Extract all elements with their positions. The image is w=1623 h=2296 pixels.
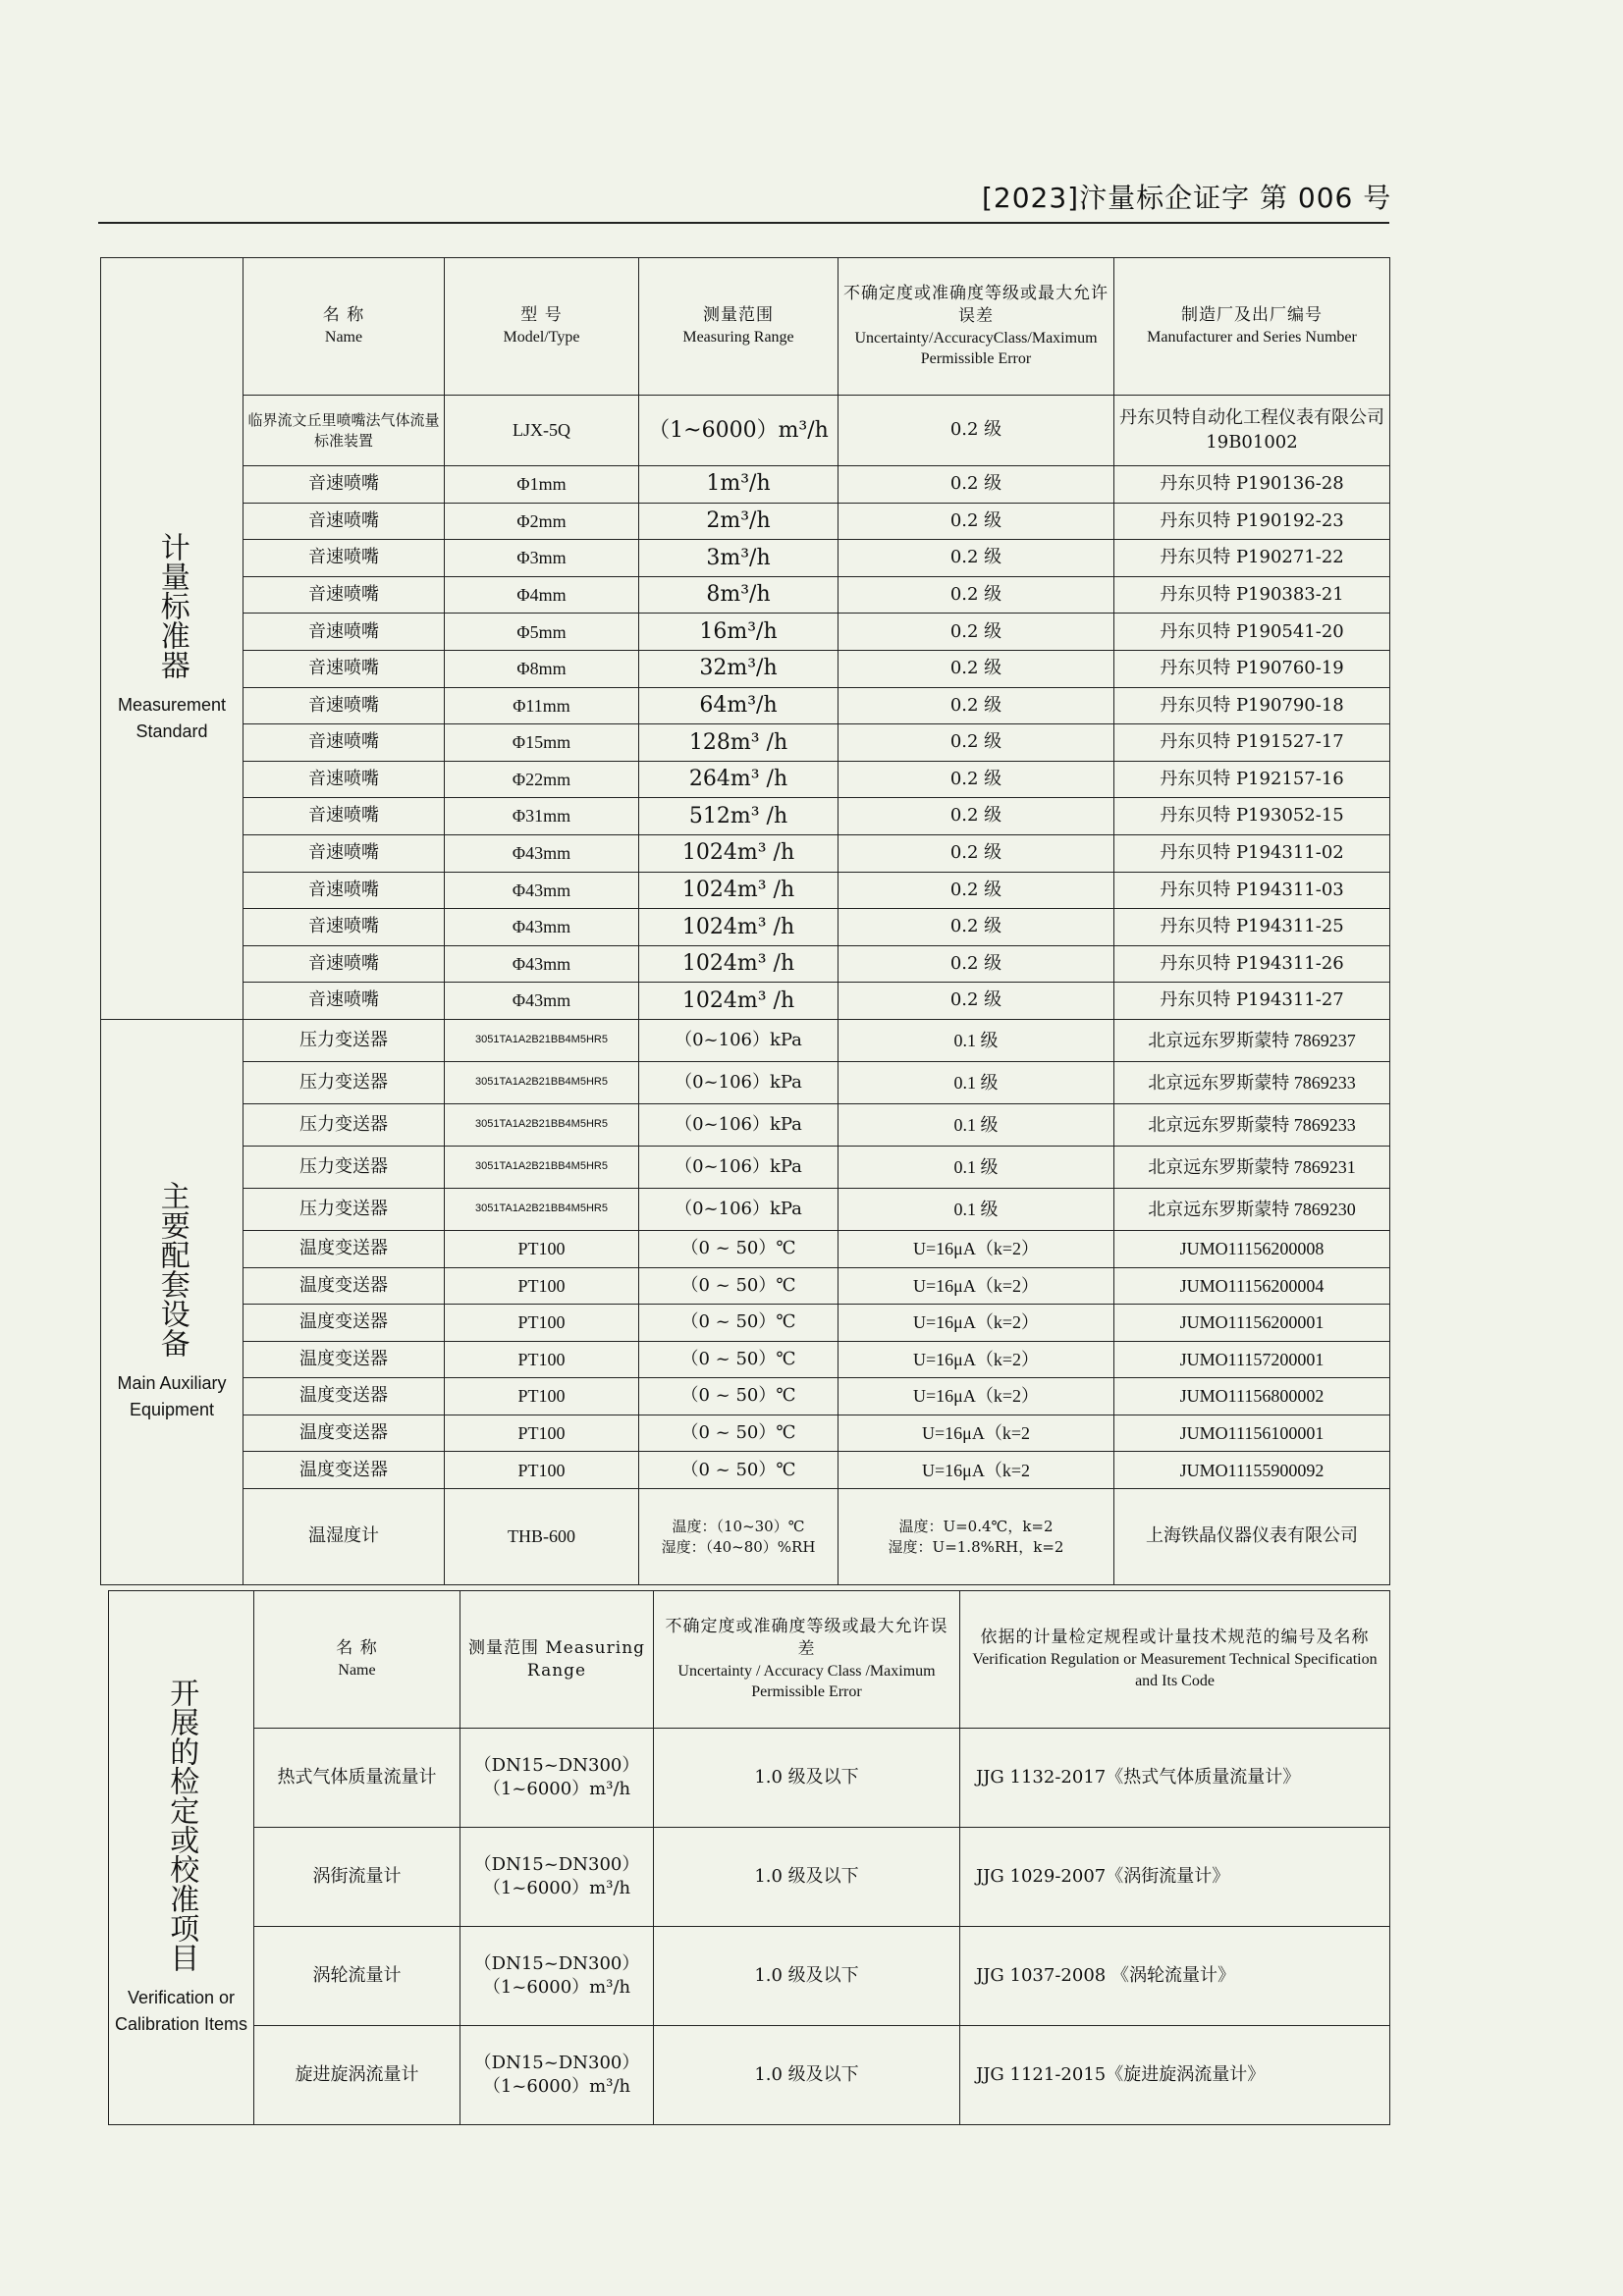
standard-uncertainty: 0.2 级 [839, 834, 1114, 872]
hygrometer-manufacturer: 上海铁晶仪器仪表有限公司 [1114, 1489, 1390, 1585]
standard-uncertainty: 0.2 级 [839, 761, 1114, 798]
auxiliary-row [101, 1146, 1390, 1188]
standard-range: 2m³/h [639, 503, 839, 540]
verification-uncertainty: 1.0 级及以下 [654, 1729, 960, 1828]
standard-manufacturer: 丹东贝特 P190760-19 [1114, 650, 1390, 687]
header-range: 测量范围 Measuring Range [639, 258, 839, 396]
auxiliary-model: PT100 [445, 1305, 639, 1342]
verification-uncertainty: 1.0 级及以下 [654, 1927, 960, 2026]
standard-range: 32m³/h [639, 650, 839, 687]
standard-name: 音速喷嘴 [243, 614, 445, 651]
standard-row [101, 614, 1390, 651]
standard-name: 临界流文丘里喷嘴法气体流量标准装置 [243, 396, 445, 466]
standard-model: LJX-5Q [445, 396, 639, 466]
standard-uncertainty: 0.2 级 [839, 650, 1114, 687]
standard-uncertainty: 0.2 级 [839, 614, 1114, 651]
standard-model: Φ43mm [445, 834, 639, 872]
standard-uncertainty: 0.2 级 [839, 724, 1114, 762]
standard-row [101, 466, 1390, 504]
auxiliary-row [101, 1452, 1390, 1489]
standard-range: 1024m³ /h [639, 872, 839, 909]
auxiliary-row [101, 1019, 1390, 1061]
ver-header-regulation: 依据的计量检定规程或计量技术规范的编号及名称 Verification Regulation or Measurement Technical Specification and Its Code [960, 1591, 1390, 1729]
standard-range: （1~6000）m³/h [639, 396, 839, 466]
standard-model: Φ8mm [445, 650, 639, 687]
auxiliary-manufacturer: 北京远东罗斯蒙特 7869237 [1114, 1019, 1390, 1061]
auxiliary-name: 温度变送器 [243, 1267, 445, 1305]
auxiliary-manufacturer: JUMO11156200001 [1114, 1305, 1390, 1342]
certificate-number: [2023]汴量标企证字 第 006 号 [982, 182, 1392, 214]
header-manufacturer: 制造厂及出厂编号 Manufacturer and Series Number [1114, 258, 1390, 396]
standard-name: 音速喷嘴 [243, 834, 445, 872]
auxiliary-name: 温度变送器 [243, 1415, 445, 1452]
auxiliary-row [101, 1378, 1390, 1415]
hygrometer-model: THB-600 [445, 1489, 639, 1585]
auxiliary-manufacturer: 北京远东罗斯蒙特 7869230 [1114, 1188, 1390, 1230]
auxiliary-range: （0~106）kPa [639, 1019, 839, 1061]
header-uncertainty: 不确定度或准确度等级或最大允许误差 Uncertainty/AccuracyClass/Maximum Permissible Error [839, 258, 1114, 396]
standard-range: 8m³/h [639, 576, 839, 614]
standard-row [101, 983, 1390, 1020]
auxiliary-uncertainty: U=16μA（k=2） [839, 1267, 1114, 1305]
auxiliary-uncertainty: 0.1 级 [839, 1146, 1114, 1188]
auxiliary-row [101, 1103, 1390, 1146]
standard-range: 128m³ /h [639, 724, 839, 762]
auxiliary-row [101, 1305, 1390, 1342]
auxiliary-name: 压力变送器 [243, 1061, 445, 1103]
verification-header-row [109, 1591, 1390, 1729]
verification-regulation: JJG 1037-2008 《涡轮流量计》 [960, 1927, 1390, 2026]
standard-range: 64m³/h [639, 687, 839, 724]
verification-range: （DN15~DN300） （1~6000）m³/h [460, 2026, 654, 2125]
auxiliary-range: （0~106）kPa [639, 1188, 839, 1230]
auxiliary-uncertainty: U=16μA（k=2 [839, 1452, 1114, 1489]
auxiliary-uncertainty: U=16μA（k=2） [839, 1230, 1114, 1267]
standard-name: 音速喷嘴 [243, 466, 445, 504]
hygrometer-unc-temp: 温度：U=0.4℃，k=2 [898, 1518, 1054, 1536]
auxiliary-name: 压力变送器 [243, 1146, 445, 1188]
standard-manufacturer: 丹东贝特 P190383-21 [1114, 576, 1390, 614]
auxiliary-range: （0 ~ 50）℃ [639, 1305, 839, 1342]
verification-name: 旋进旋涡流量计 [254, 2026, 460, 2125]
auxiliary-uncertainty: 0.1 级 [839, 1188, 1114, 1230]
auxiliary-model: 3051TA1A2B21BB4M5HR5 [445, 1188, 639, 1230]
auxiliary-name: 温度变送器 [243, 1452, 445, 1489]
hygrometer-unc-humidity: 湿度：U=1.8%RH，k=2 [888, 1537, 1064, 1556]
auxiliary-row [101, 1341, 1390, 1378]
standard-model: Φ22mm [445, 761, 639, 798]
standard-name: 音速喷嘴 [243, 650, 445, 687]
standard-model: Φ11mm [445, 687, 639, 724]
auxiliary-name: 压力变送器 [243, 1103, 445, 1146]
hygrometer-range-humidity: 湿度：（40~80）%RH [661, 1537, 816, 1556]
auxiliary-uncertainty: 0.1 级 [839, 1103, 1114, 1146]
standard-uncertainty: 0.2 级 [839, 872, 1114, 909]
standard-manufacturer: 丹东贝特 P194311-26 [1114, 945, 1390, 983]
standards-header-row [101, 258, 1390, 396]
standard-uncertainty: 0.2 级 [839, 983, 1114, 1020]
hygrometer-range [639, 1489, 839, 1585]
standard-row [101, 834, 1390, 872]
standard-manufacturer: 丹东贝特 P190541-20 [1114, 614, 1390, 651]
auxiliary-uncertainty: U=16μA（k=2） [839, 1378, 1114, 1415]
standard-uncertainty: 0.2 级 [839, 798, 1114, 835]
verification-uncertainty: 1.0 级及以下 [654, 2026, 960, 2125]
auxiliary-model: 3051TA1A2B21BB4M5HR5 [445, 1103, 639, 1146]
auxiliary-manufacturer: JUMO11156200008 [1114, 1230, 1390, 1267]
verification-name: 热式气体质量流量计 [254, 1729, 460, 1828]
auxiliary-row [101, 1188, 1390, 1230]
standard-row [101, 503, 1390, 540]
auxiliary-range: （0 ~ 50）℃ [639, 1415, 839, 1452]
auxiliary-name: 温度变送器 [243, 1378, 445, 1415]
standard-row [101, 650, 1390, 687]
auxiliary-model: 3051TA1A2B21BB4M5HR5 [445, 1146, 639, 1188]
section-main-auxiliary: 主要配套设备 Main Auxiliary Equipment [101, 1019, 243, 1584]
standard-model: Φ3mm [445, 540, 639, 577]
standard-name: 音速喷嘴 [243, 909, 445, 946]
standard-row [101, 761, 1390, 798]
auxiliary-manufacturer: JUMO11156200004 [1114, 1267, 1390, 1305]
auxiliary-name: 温度变送器 [243, 1341, 445, 1378]
standard-name: 音速喷嘴 [243, 945, 445, 983]
auxiliary-name: 压力变送器 [243, 1019, 445, 1061]
standard-row [101, 396, 1390, 466]
ver-header-range: 测量范围 Measuring Range [460, 1591, 654, 1729]
auxiliary-range: （0 ~ 50）℃ [639, 1452, 839, 1489]
standard-row [101, 872, 1390, 909]
standard-model: Φ1mm [445, 466, 639, 504]
standard-uncertainty: 0.2 级 [839, 396, 1114, 466]
verification-regulation: JJG 1029-2007《涡街流量计》 [960, 1828, 1390, 1927]
standard-model: Φ5mm [445, 614, 639, 651]
auxiliary-model: PT100 [445, 1452, 639, 1489]
standard-name: 音速喷嘴 [243, 540, 445, 577]
auxiliary-name: 温度变送器 [243, 1305, 445, 1342]
verification-row [109, 1828, 1390, 1927]
standard-model: Φ43mm [445, 872, 639, 909]
auxiliary-uncertainty: 0.1 级 [839, 1061, 1114, 1103]
verification-row [109, 1729, 1390, 1828]
standard-model: Φ31mm [445, 798, 639, 835]
auxiliary-manufacturer: 北京远东罗斯蒙特 7869233 [1114, 1061, 1390, 1103]
standard-row [101, 909, 1390, 946]
auxiliary-row [101, 1061, 1390, 1103]
standard-manufacturer: 丹东贝特 P194311-25 [1114, 909, 1390, 946]
auxiliary-model: PT100 [445, 1415, 639, 1452]
standard-manufacturer: 丹东贝特 P192157-16 [1114, 761, 1390, 798]
standard-manufacturer: 丹东贝特 P194311-02 [1114, 834, 1390, 872]
standard-name: 音速喷嘴 [243, 503, 445, 540]
standard-row [101, 576, 1390, 614]
standard-uncertainty: 0.2 级 [839, 540, 1114, 577]
standard-manufacturer: 丹东贝特 P194311-27 [1114, 983, 1390, 1020]
standard-range: 1m³/h [639, 466, 839, 504]
hygrometer-uncertainty [839, 1489, 1114, 1585]
standard-manufacturer: 丹东贝特 P191527-17 [1114, 724, 1390, 762]
verification-range: （DN15~DN300） （1~6000）m³/h [460, 1927, 654, 2026]
standard-range: 3m³/h [639, 540, 839, 577]
verification-regulation: JJG 1132-2017《热式气体质量流量计》 [960, 1729, 1390, 1828]
auxiliary-row [101, 1230, 1390, 1267]
standard-uncertainty: 0.2 级 [839, 466, 1114, 504]
standard-name: 音速喷嘴 [243, 687, 445, 724]
section-measurement-standard: 计量标准器 Measurement Standard [101, 258, 243, 1020]
standard-uncertainty: 0.2 级 [839, 576, 1114, 614]
auxiliary-row [101, 1415, 1390, 1452]
auxiliary-uncertainty: U=16μA（k=2） [839, 1341, 1114, 1378]
verification-row [109, 1927, 1390, 2026]
verification-name: 涡轮流量计 [254, 1927, 460, 2026]
standard-model: Φ2mm [445, 503, 639, 540]
standard-uncertainty: 0.2 级 [839, 945, 1114, 983]
standard-uncertainty: 0.2 级 [839, 687, 1114, 724]
standard-range: 1024m³ /h [639, 983, 839, 1020]
standard-name: 音速喷嘴 [243, 872, 445, 909]
standard-row [101, 724, 1390, 762]
standard-range: 16m³/h [639, 614, 839, 651]
standard-name: 音速喷嘴 [243, 576, 445, 614]
auxiliary-range: （0~106）kPa [639, 1103, 839, 1146]
standard-name: 音速喷嘴 [243, 798, 445, 835]
hygrometer-row [101, 1489, 1390, 1585]
verification-range: （DN15~DN300） （1~6000）m³/h [460, 1828, 654, 1927]
auxiliary-range: （0~106）kPa [639, 1146, 839, 1188]
standard-model: Φ43mm [445, 983, 639, 1020]
auxiliary-model: PT100 [445, 1341, 639, 1378]
standard-row [101, 687, 1390, 724]
standard-range: 1024m³ /h [639, 834, 839, 872]
auxiliary-range: （0 ~ 50）℃ [639, 1267, 839, 1305]
standard-name: 音速喷嘴 [243, 724, 445, 762]
standard-manufacturer: 丹东贝特 P190136-28 [1114, 466, 1390, 504]
standard-range: 1024m³ /h [639, 909, 839, 946]
standard-uncertainty: 0.2 级 [839, 909, 1114, 946]
standard-model: Φ15mm [445, 724, 639, 762]
auxiliary-uncertainty: 0.1 级 [839, 1019, 1114, 1061]
standards-table [100, 257, 1390, 1585]
auxiliary-name: 温度变送器 [243, 1230, 445, 1267]
auxiliary-uncertainty: U=16μA（k=2） [839, 1305, 1114, 1342]
auxiliary-manufacturer: 北京远东罗斯蒙特 7869231 [1114, 1146, 1390, 1188]
auxiliary-model: PT100 [445, 1267, 639, 1305]
ver-header-name: 名 称 Name [254, 1591, 460, 1729]
standard-model: Φ4mm [445, 576, 639, 614]
auxiliary-model: 3051TA1A2B21BB4M5HR5 [445, 1019, 639, 1061]
auxiliary-manufacturer: JUMO11157200001 [1114, 1341, 1390, 1378]
auxiliary-manufacturer: 北京远东罗斯蒙特 7869233 [1114, 1103, 1390, 1146]
hygrometer-range-temp: 温度：（10~30）℃ [672, 1518, 805, 1536]
verification-table [108, 1590, 1390, 2125]
verification-row [109, 2026, 1390, 2125]
standard-model: Φ43mm [445, 945, 639, 983]
standard-range: 1024m³ /h [639, 945, 839, 983]
standard-name: 音速喷嘴 [243, 761, 445, 798]
auxiliary-manufacturer: JUMO11156100001 [1114, 1415, 1390, 1452]
verification-regulation: JJG 1121-2015《旋进旋涡流量计》 [960, 2026, 1390, 2125]
auxiliary-range: （0 ~ 50）℃ [639, 1230, 839, 1267]
standard-manufacturer: 丹东贝特 P194311-03 [1114, 872, 1390, 909]
standard-uncertainty: 0.2 级 [839, 503, 1114, 540]
auxiliary-range: （0~106）kPa [639, 1061, 839, 1103]
auxiliary-row [101, 1267, 1390, 1305]
standard-manufacturer: 丹东贝特 P190192-23 [1114, 503, 1390, 540]
auxiliary-manufacturer: JUMO11155900092 [1114, 1452, 1390, 1489]
auxiliary-manufacturer: JUMO11156800002 [1114, 1378, 1390, 1415]
verification-uncertainty: 1.0 级及以下 [654, 1828, 960, 1927]
header-name: 名 称 Name [243, 258, 445, 396]
standard-manufacturer: 丹东贝特自动化工程仪表有限公司 19B01002 [1114, 396, 1390, 466]
standard-name: 音速喷嘴 [243, 983, 445, 1020]
standard-row [101, 540, 1390, 577]
auxiliary-model: 3051TA1A2B21BB4M5HR5 [445, 1061, 639, 1103]
standard-manufacturer: 丹东贝特 P193052-15 [1114, 798, 1390, 835]
standard-range: 264m³ /h [639, 761, 839, 798]
standard-manufacturer: 丹东贝特 P190271-22 [1114, 540, 1390, 577]
auxiliary-uncertainty: U=16μA（k=2 [839, 1415, 1114, 1452]
auxiliary-model: PT100 [445, 1378, 639, 1415]
auxiliary-range: （0 ~ 50）℃ [639, 1341, 839, 1378]
standard-model: Φ43mm [445, 909, 639, 946]
section-verification-items: 开展的检定或校准项目 Verification or Calibration Items [109, 1591, 254, 2125]
ver-header-uncertainty: 不确定度或准确度等级或最大允许误差 Uncertainty / Accuracy Class /Maximum Permissible Error [654, 1591, 960, 1729]
standard-manufacturer: 丹东贝特 P190790-18 [1114, 687, 1390, 724]
header-rule [98, 222, 1389, 224]
auxiliary-range: （0 ~ 50）℃ [639, 1378, 839, 1415]
standard-row [101, 945, 1390, 983]
standard-range: 512m³ /h [639, 798, 839, 835]
verification-name: 涡街流量计 [254, 1828, 460, 1927]
auxiliary-name: 压力变送器 [243, 1188, 445, 1230]
auxiliary-model: PT100 [445, 1230, 639, 1267]
verification-range: （DN15~DN300） （1~6000）m³/h [460, 1729, 654, 1828]
hygrometer-name: 温湿度计 [243, 1489, 445, 1585]
header-model: 型 号 Model/Type [445, 258, 639, 396]
standard-row [101, 798, 1390, 835]
